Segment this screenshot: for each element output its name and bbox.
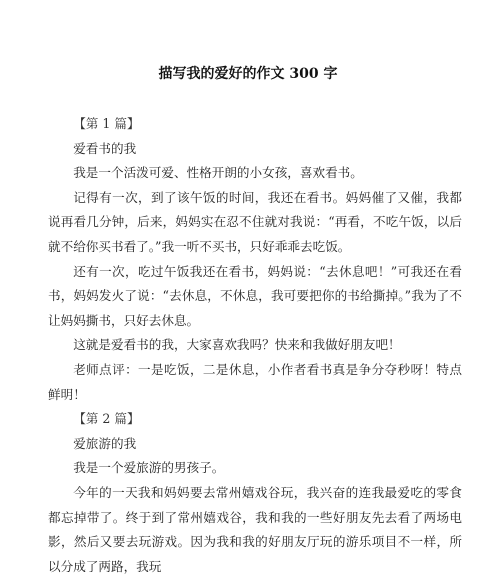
paragraph: 还有一次，吃过午饭我还在看书，妈妈说：“去休息吧！”可我还在看书，妈妈发火了说：“去休息，不休息，我可要把你的书给撕掉。”我为了不让妈妈撕书，只好去休息。 (48, 263, 462, 328)
document-title: 描写我的爱好的作文 300 字 (158, 66, 338, 82)
paragraph: 这就是爱看书的我，大家喜欢我吗？快来和我做好朋友吧！ (73, 337, 401, 353)
document-body (48, 112, 462, 579)
paragraph: 我是一个活泼可爱、性格开朗的小女孩，喜欢看书。 (73, 165, 363, 181)
paragraph: 我是一个爱旅游的男孩子。 (73, 460, 225, 476)
section-heading-1: 【第 1 篇】 (73, 116, 140, 131)
section-heading-2: 【第 2 篇】 (73, 411, 140, 427)
paragraph: 记得有一次，到了该午饭的时间，我还在看书。妈妈催了又催，我都说再看几分钟，后来，妈妈实在忍不住就对我说：“再看，不吃午饭，以后就不给你买书看了。”我一听不买书，只好乖乖去吃饭。 (48, 189, 462, 254)
essay-title-2: 爱旅游的我 (73, 435, 137, 451)
paragraph: 今年的一天我和妈妈要去常州嬉戏谷玩，我兴奋的连我最爱吃的零食都忘掉带了。终于到了常州嬉戏谷，我和我的一些好朋友先去看了两场电影，然后又要去玩游戏。因为我和我的好朋友厅玩的游乐项目不一样，所以分成了两路，我玩 (48, 484, 462, 574)
essay-title-1: 爱看书的我 (73, 140, 137, 156)
teacher-comment: 老师点评：一是吃饭，二是休息，小作者看书真是争分夺秒呀！特点鲜明！ (48, 361, 462, 402)
